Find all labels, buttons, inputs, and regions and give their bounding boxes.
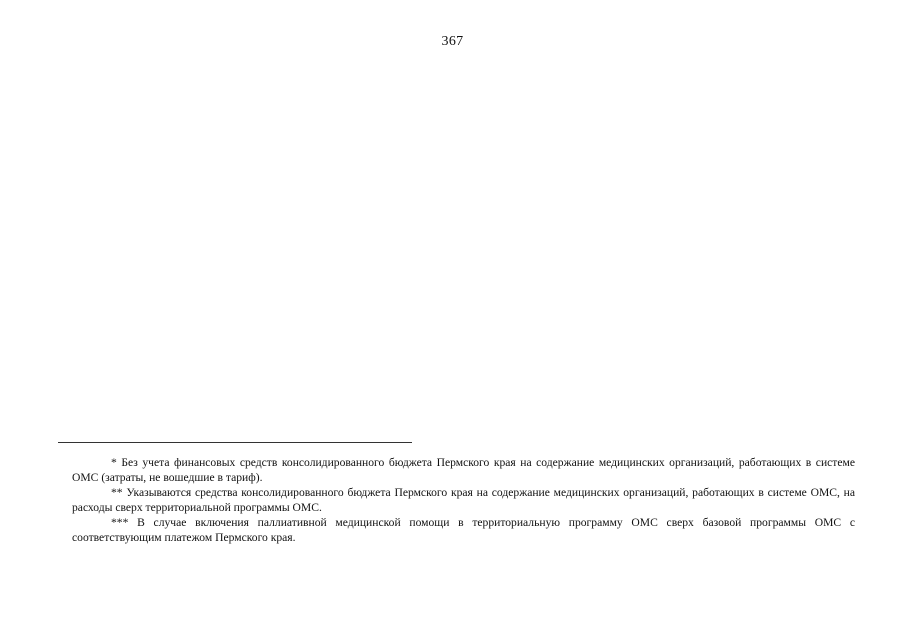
footnote-2: ** Указываются средства консолидированного бюджета Пермского края на содержание медицинских организаций, работающих в системе ОМС, на расходы сверх территориальной программы ОМС. <box>72 486 855 514</box>
footnote-3: *** В случае включения паллиативной медицинской помощи в территориальную программу ОМС сверх базовой программы ОМС с соответствующим платежом Пермского края. <box>72 516 855 544</box>
footnote-1: * Без учета финансовых средств консолидированного бюджета Пермского края на содержание медицинских организаций, работающих в системе ОМС (затраты, не вошедшие в тариф). <box>72 456 855 484</box>
page-number: 367 <box>441 34 464 49</box>
footnotes-section <box>72 455 855 545</box>
footnote-separator <box>58 442 412 443</box>
